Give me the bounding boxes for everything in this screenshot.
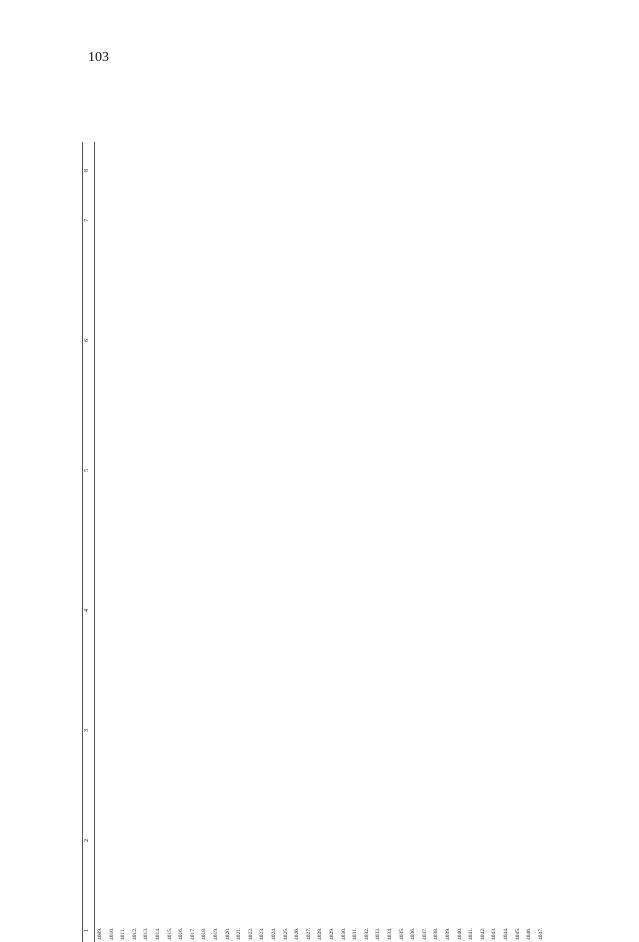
table-row bbox=[363, 142, 373, 942]
table-row bbox=[525, 142, 535, 942]
table-row bbox=[235, 142, 245, 942]
row-number: 4014. bbox=[155, 927, 161, 940]
table-row bbox=[421, 142, 431, 942]
row-number: 4027. bbox=[305, 927, 312, 940]
header-col-2: 2 bbox=[84, 839, 90, 842]
row-number: 4024. bbox=[271, 927, 277, 940]
row-number: 4009. bbox=[97, 927, 103, 940]
row-number: 4031. bbox=[352, 927, 359, 940]
table-row bbox=[386, 142, 396, 942]
table-row bbox=[456, 142, 466, 942]
table-row bbox=[432, 142, 442, 942]
header-col-8: 8 bbox=[84, 169, 90, 172]
row-number: 4021. bbox=[236, 927, 243, 940]
row-number: 4038. bbox=[433, 927, 440, 940]
row-number: 4041. bbox=[468, 927, 475, 940]
table-row bbox=[305, 142, 315, 942]
row-number: 4023. bbox=[259, 927, 266, 940]
table-row bbox=[131, 142, 141, 942]
table-row bbox=[200, 142, 210, 942]
row-number: 4042. bbox=[479, 927, 486, 940]
row-number: 4035. bbox=[398, 927, 405, 940]
row-number: 4043. bbox=[491, 927, 498, 940]
table-header bbox=[82, 142, 95, 942]
row-number: 4016. bbox=[178, 927, 185, 940]
row-number: 4029. bbox=[329, 927, 335, 940]
row-number: 4015. bbox=[166, 927, 173, 940]
page-number: 103 bbox=[88, 50, 109, 65]
row-number: 4037. bbox=[421, 927, 428, 940]
table-row bbox=[490, 142, 500, 942]
row-number: 4039. bbox=[445, 927, 451, 940]
table-row bbox=[247, 142, 257, 942]
header-col-7: 7 bbox=[84, 219, 90, 222]
table-row bbox=[398, 142, 408, 942]
table-row bbox=[514, 142, 524, 942]
header-col-6: 6 bbox=[84, 339, 90, 342]
header-col-3: 3 bbox=[84, 729, 90, 732]
table-row bbox=[119, 142, 129, 942]
row-number: 4025. bbox=[282, 927, 289, 940]
table-row bbox=[537, 142, 547, 942]
table-row bbox=[224, 142, 234, 942]
table-row bbox=[467, 142, 477, 942]
row-number: 4047. bbox=[537, 927, 544, 940]
row-number: 4033. bbox=[375, 927, 382, 940]
row-number: 4045. bbox=[514, 927, 521, 940]
table-row bbox=[351, 142, 361, 942]
table-row bbox=[96, 142, 106, 942]
row-number: 4032. bbox=[363, 927, 370, 940]
table-row bbox=[502, 142, 512, 942]
row-number: 4010. bbox=[108, 927, 115, 940]
row-number: 4020. bbox=[224, 927, 231, 940]
row-number: 4013. bbox=[143, 927, 150, 940]
data-table bbox=[82, 142, 555, 942]
row-number: 4046. bbox=[526, 927, 533, 940]
table-row bbox=[166, 142, 176, 942]
row-number: 4040. bbox=[456, 927, 463, 940]
table-row bbox=[212, 142, 222, 942]
header-col-5: 5 bbox=[84, 469, 90, 472]
row-number: 4019. bbox=[213, 927, 219, 940]
table-row bbox=[142, 142, 152, 942]
row-number: 4011. bbox=[120, 927, 127, 940]
table-row bbox=[340, 142, 350, 942]
row-number: 4022. bbox=[247, 927, 254, 940]
row-number: 4018. bbox=[201, 927, 208, 940]
table-row bbox=[409, 142, 419, 942]
row-number: 4034. bbox=[387, 927, 393, 940]
table-row bbox=[316, 142, 326, 942]
table-row bbox=[108, 142, 118, 942]
table-row bbox=[189, 142, 199, 942]
row-number: 4036. bbox=[410, 927, 417, 940]
table-row bbox=[154, 142, 164, 942]
table-row bbox=[270, 142, 280, 942]
table-row bbox=[374, 142, 384, 942]
row-number: 4017. bbox=[189, 927, 196, 940]
table-row bbox=[479, 142, 489, 942]
row-number: 4044. bbox=[503, 927, 509, 940]
row-number: 4028. bbox=[317, 927, 324, 940]
table-row bbox=[444, 142, 454, 942]
header-col-4: 4 bbox=[84, 609, 90, 612]
table-row bbox=[177, 142, 187, 942]
row-number: 4026. bbox=[294, 927, 301, 940]
header-col-1: 1 bbox=[84, 929, 90, 932]
row-number: 4030. bbox=[340, 927, 347, 940]
row-number: 4012. bbox=[131, 927, 138, 940]
table-row bbox=[282, 142, 292, 942]
table-row bbox=[293, 142, 303, 942]
table-row bbox=[328, 142, 338, 942]
table-row bbox=[258, 142, 268, 942]
